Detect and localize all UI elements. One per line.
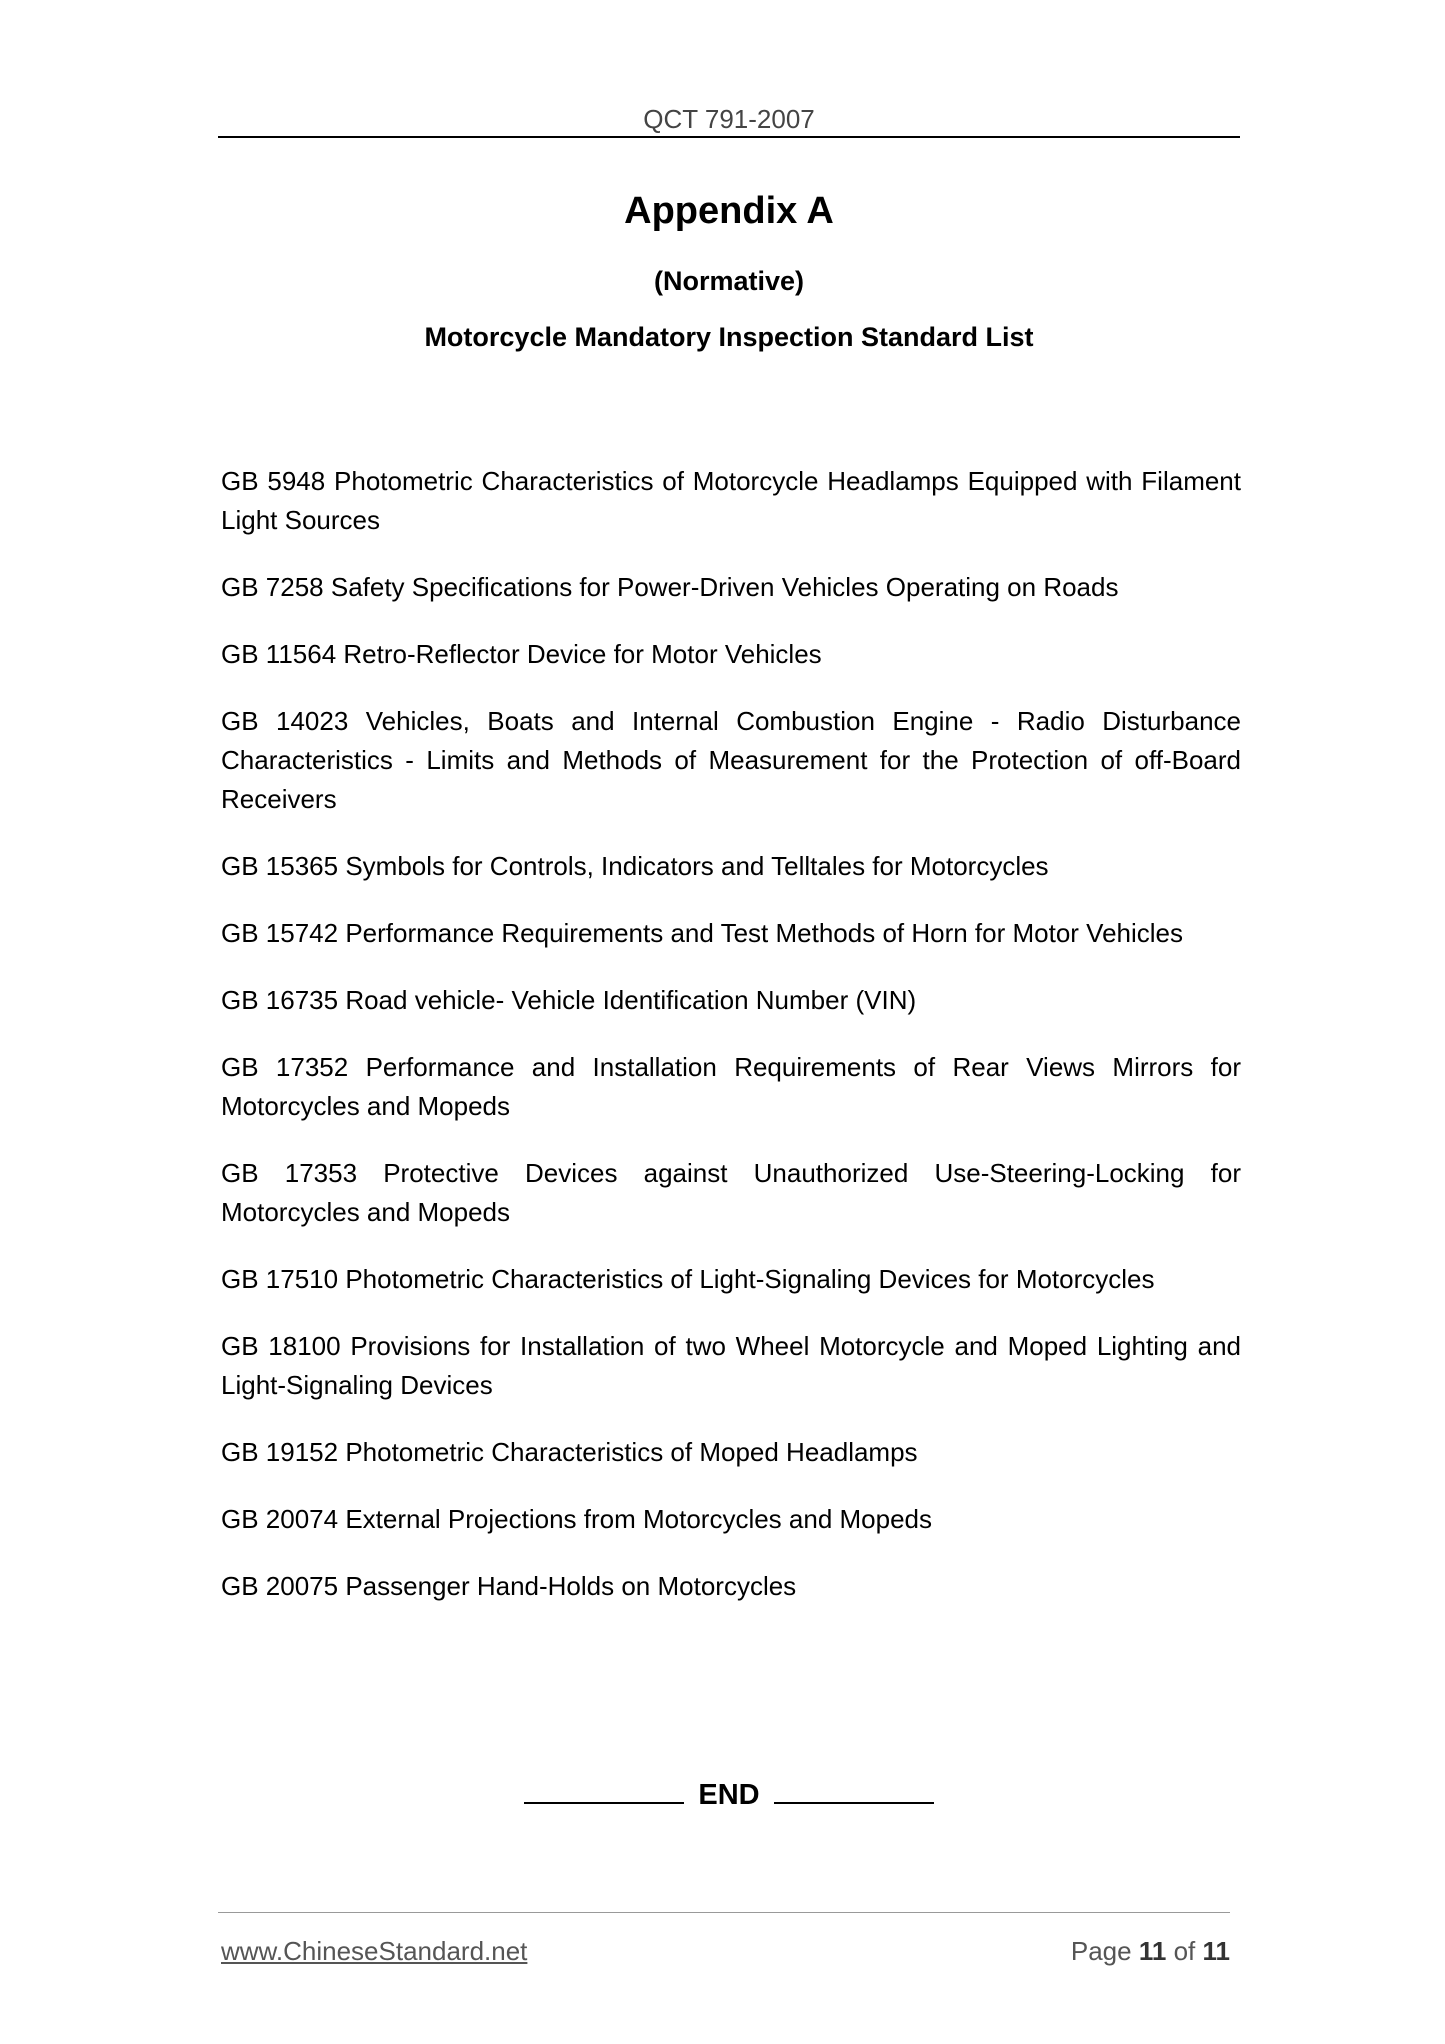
footer-rule — [218, 1912, 1230, 1913]
page-indicator — [1071, 1936, 1230, 1967]
standard-item: GB 15742 Performance Requirements and Test Methods of Horn for Motor Vehicles — [221, 918, 1184, 948]
running-header: QCT 791-2007 — [643, 104, 815, 134]
standard-item: GB 17352 Performance and Installation Requirements of Rear Views Mirrors for Motorcycles and Mopeds — [221, 1052, 1241, 1121]
appendix-title: Appendix A — [624, 190, 834, 232]
standard-item: GB 16735 Road vehicle- Vehicle Identification Number (VIN) — [221, 985, 917, 1015]
standard-item: GB 17353 Protective Devices against Unauthorized Use-Steering-Locking for Motorcycles and Mopeds — [221, 1158, 1241, 1227]
page-prefix: Page — [1070, 1936, 1132, 1966]
website-link[interactable]: www.ChineseStandard.net — [221, 1936, 528, 1966]
header-rule — [218, 136, 1240, 138]
standard-item: GB 20074 External Projections from Motorcycles and Mopeds — [221, 1504, 933, 1534]
end-label: END — [698, 1779, 760, 1811]
page-of: of — [1173, 1936, 1196, 1966]
end-marker — [218, 1776, 1240, 1812]
page-total: 11 — [1202, 1936, 1230, 1966]
standard-item: GB 14023 Vehicles, Boats and Internal Combustion Engine - Radio Disturbance Characteristics - Limits and Methods of Measurement for the Protection of off-Board Receivers — [221, 706, 1241, 814]
standard-item: GB 18100 Provisions for Installation of two Wheel Motorcycle and Moped Lighting and Light-Signaling Devices — [221, 1331, 1241, 1400]
end-rule-left — [524, 1776, 684, 1804]
standard-item: GB 15365 Symbols for Controls, Indicators and Telltales for Motorcycles — [221, 851, 1049, 881]
page-current: 11 — [1138, 1936, 1167, 1966]
standard-item: GB 5948 Photometric Characteristics of Motorcycle Headlamps Equipped with Filament Light Sources — [221, 466, 1241, 535]
end-rule-right — [774, 1776, 934, 1804]
standard-item: GB 7258 Safety Specifications for Power-Driven Vehicles Operating on Roads — [221, 572, 1119, 602]
appendix-heading: Motorcycle Mandatory Inspection Standard List — [424, 322, 1034, 352]
standard-item: GB 19152 Photometric Characteristics of Moped Headlamps — [221, 1437, 918, 1467]
standard-item: GB 11564 Retro-Reflector Device for Motor Vehicles — [221, 639, 822, 669]
standard-item: GB 17510 Photometric Characteristics of Light-Signaling Devices for Motorcycles — [221, 1264, 1155, 1294]
standard-item: GB 20075 Passenger Hand-Holds on Motorcycles — [221, 1571, 797, 1601]
standards-list — [221, 462, 1241, 1634]
appendix-subtitle: (Normative) — [653, 266, 805, 296]
